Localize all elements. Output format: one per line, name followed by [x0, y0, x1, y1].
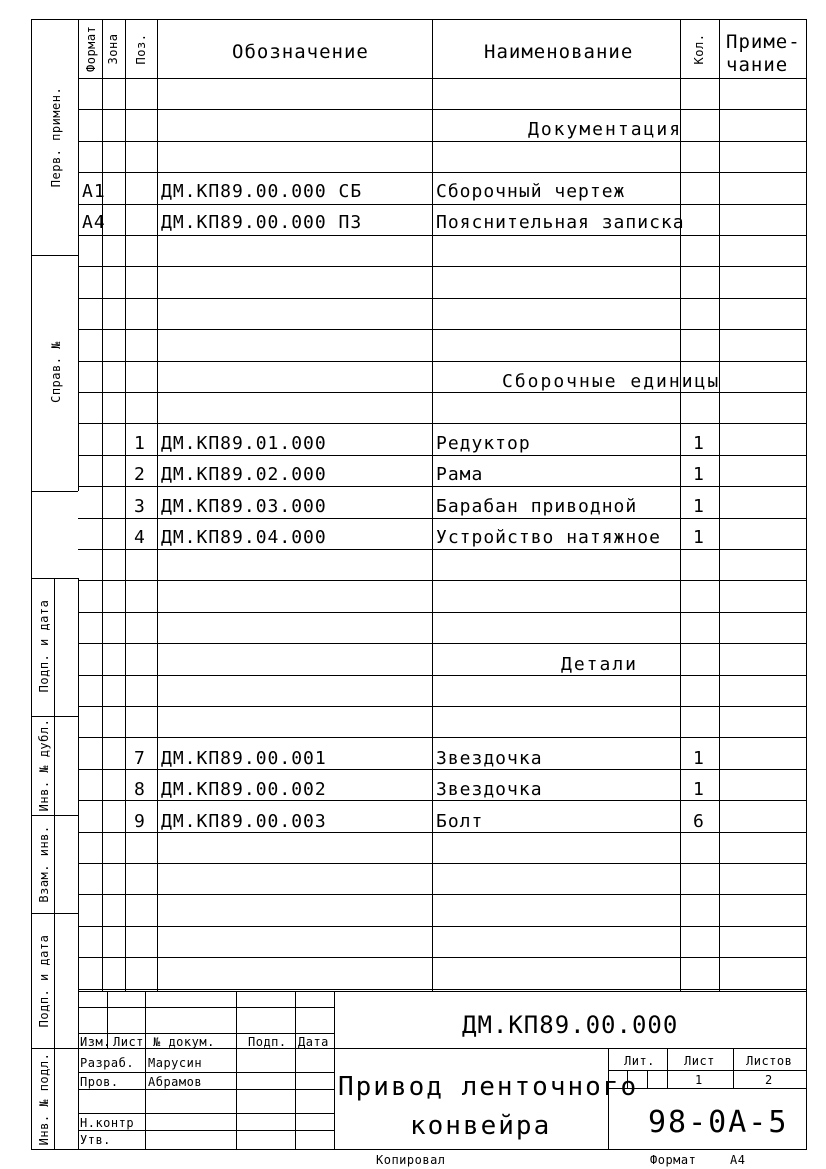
doc1-designation: ДМ.КП89.00.000 СБ — [161, 181, 363, 202]
listov-label: Листов — [746, 1054, 793, 1068]
header-name: Наименование — [484, 41, 634, 63]
det2-name: Звездочка — [436, 779, 543, 800]
asm3-designation: ДМ.КП89.03.000 — [161, 496, 327, 517]
section-documentation: Документация — [528, 119, 683, 140]
det3-qty: 6 — [693, 811, 705, 832]
header-qty: Кол. — [692, 33, 706, 65]
asm3-pos: 3 — [134, 496, 146, 517]
header-note-2: чание — [726, 54, 789, 76]
col-data: Дата — [298, 1035, 329, 1049]
asm2-qty: 1 — [693, 464, 705, 485]
asm2-name: Рама — [436, 464, 484, 485]
group-code: 98-0А-5 — [648, 1105, 789, 1140]
doc2-format: A4 — [82, 212, 106, 233]
lit-label: Лит. — [624, 1054, 655, 1068]
det3-name: Болт — [436, 811, 484, 832]
list-value: 1 — [695, 1073, 703, 1087]
asm2-designation: ДМ.КП89.02.000 — [161, 464, 327, 485]
asm4-qty: 1 — [693, 527, 705, 548]
asm4-pos: 4 — [134, 527, 146, 548]
doc1-name: Сборочный чертеж — [436, 181, 626, 202]
header-designation: Обозначение — [232, 41, 369, 63]
margin-inv-podl: Инв. № подл. — [37, 1052, 51, 1146]
list-label: Лист — [684, 1054, 715, 1068]
razrab-label: Разраб. — [80, 1056, 135, 1070]
det1-designation: ДМ.КП89.00.001 — [161, 748, 327, 769]
margin-vzam-inv: Взам. инв. — [37, 825, 51, 903]
margin-podp-data-1: Подп. и дата — [37, 599, 51, 693]
section-details: Детали — [561, 654, 639, 675]
col-ndokum: № докум. — [153, 1035, 215, 1049]
razrab-name: Марусин — [148, 1056, 203, 1070]
det1-name: Звездочка — [436, 748, 543, 769]
listov-value: 2 — [765, 1073, 773, 1087]
margin-perv-primen: Перв. примен. — [49, 86, 63, 188]
title-line-2: конвейра — [410, 1111, 552, 1141]
asm4-designation: ДМ.КП89.04.000 — [161, 527, 327, 548]
margin-sprav: Справ. № — [49, 341, 63, 403]
prov-name: Абрамов — [148, 1075, 203, 1089]
margin-podp-data-2: Подп. и дата — [37, 934, 51, 1028]
col-izm: Изм. — [80, 1035, 111, 1049]
det3-designation: ДМ.КП89.00.003 — [161, 811, 327, 832]
footer-copied: Копировал — [376, 1153, 446, 1167]
det3-pos: 9 — [134, 811, 146, 832]
det1-pos: 7 — [134, 748, 146, 769]
utv-label: Утв. — [80, 1133, 111, 1147]
asm2-pos: 2 — [134, 464, 146, 485]
asm1-designation: ДМ.КП89.01.000 — [161, 433, 327, 454]
asm1-name: Редуктор — [436, 433, 531, 454]
header-format: Формат — [84, 25, 98, 72]
doc-number: ДМ.КП89.00.000 — [462, 1011, 679, 1039]
doc2-name: Пояснительная записка — [436, 214, 685, 232]
doc2-designation: ДМ.КП89.00.000 ПЗ — [161, 212, 363, 233]
doc1-format: A1 — [82, 181, 106, 202]
footer-format-value: А4 — [730, 1153, 746, 1167]
det2-qty: 1 — [693, 779, 705, 800]
det1-qty: 1 — [693, 748, 705, 769]
asm3-qty: 1 — [693, 496, 705, 517]
asm1-qty: 1 — [693, 433, 705, 454]
header-zone: Зона — [106, 33, 120, 65]
nkontr-label: Н.контр — [80, 1116, 135, 1130]
footer-format-label: Формат — [650, 1153, 697, 1167]
det2-pos: 8 — [134, 779, 146, 800]
col-podp: Подп. — [248, 1035, 287, 1049]
section-assemblies: Сборочные единицы — [502, 371, 721, 392]
title-line-1: Привод ленточного — [338, 1072, 639, 1102]
asm3-name: Барабан приводной — [436, 498, 638, 516]
header-note-1: Приме- — [726, 31, 801, 53]
margin-inv-dubl: Инв. № дубл. — [37, 718, 51, 812]
asm4-name: Устройство натяжное — [436, 529, 661, 547]
col-list: Лист — [113, 1035, 144, 1049]
prov-label: Пров. — [80, 1075, 119, 1089]
det2-designation: ДМ.КП89.00.002 — [161, 779, 327, 800]
header-pos: Поз. — [134, 33, 148, 65]
asm1-pos: 1 — [134, 433, 146, 454]
